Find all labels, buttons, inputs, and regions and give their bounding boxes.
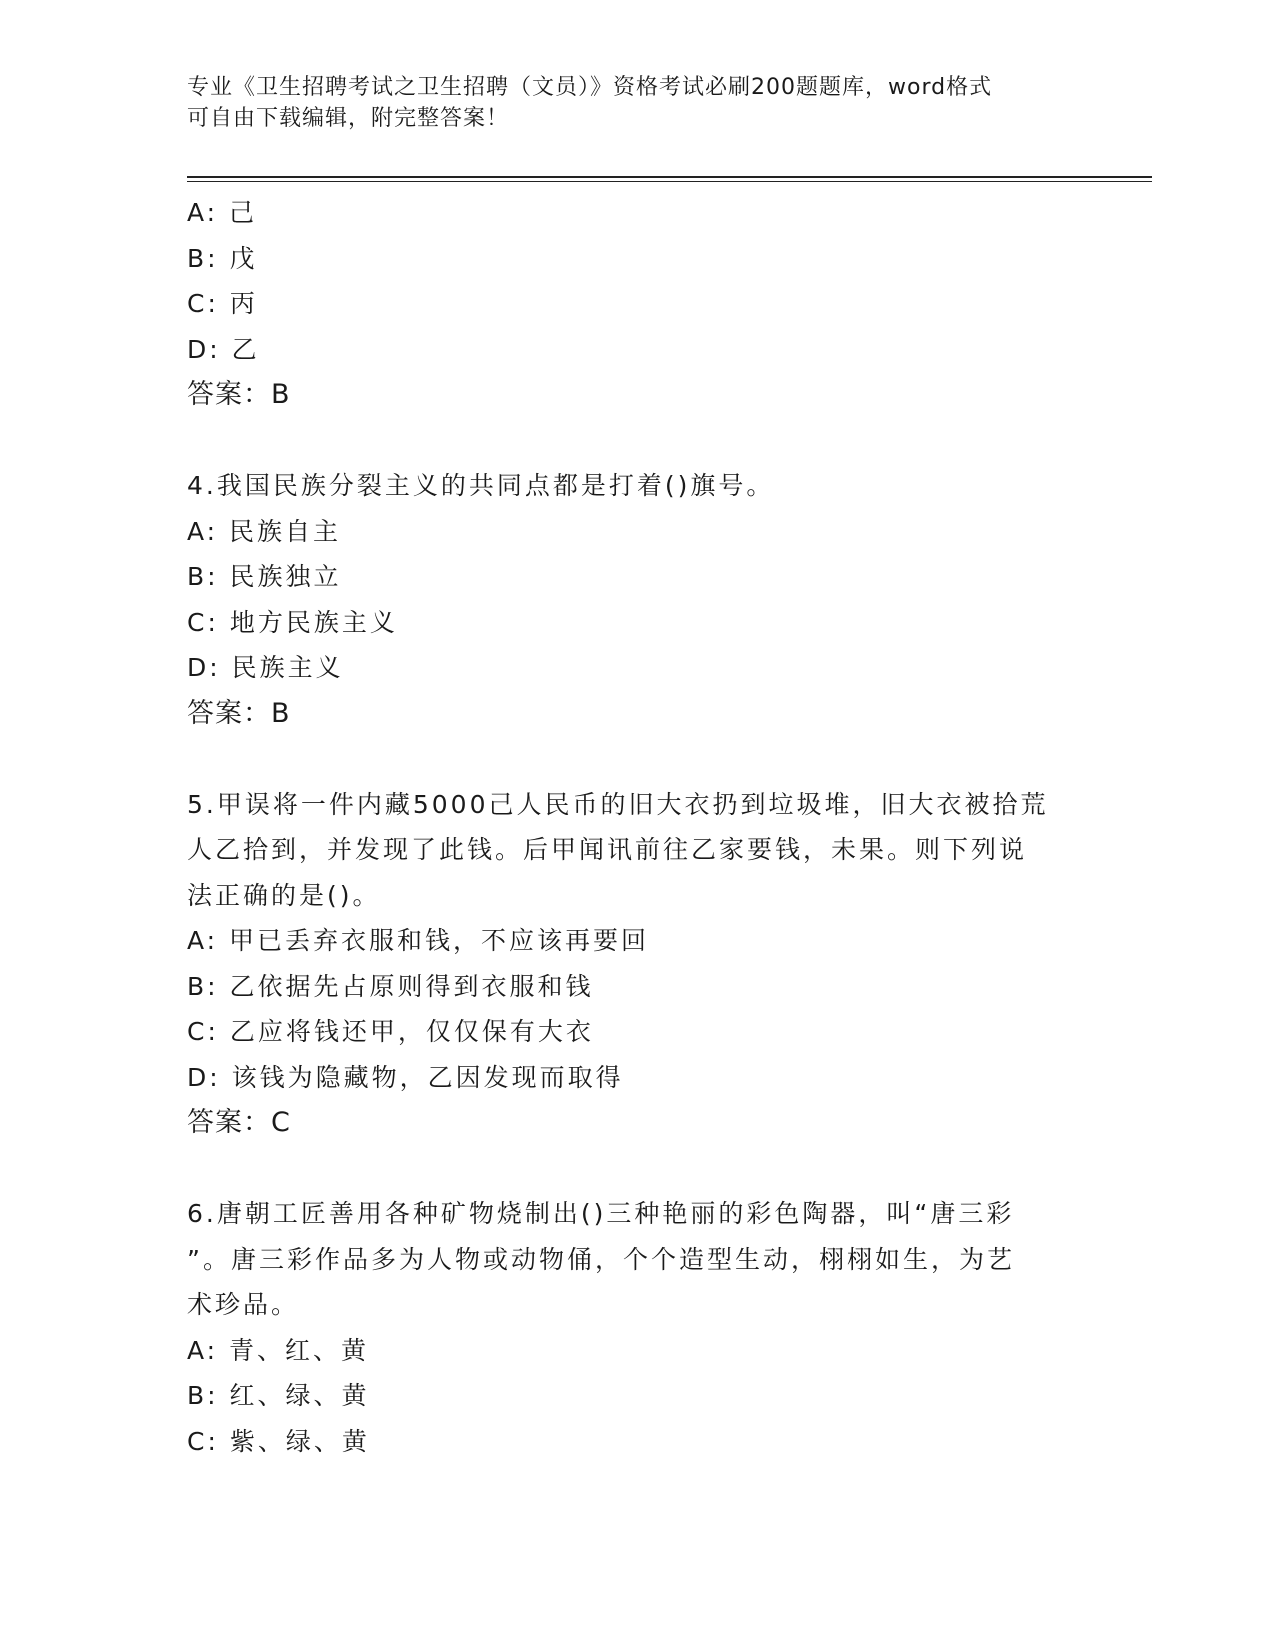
question-stem-line-3: 法正确的是()。 bbox=[187, 880, 381, 910]
option-b: B: 乙依据先占原则得到衣服和钱 bbox=[187, 971, 594, 1001]
option-a: A: 民族自主 bbox=[187, 516, 342, 546]
question-5 bbox=[187, 782, 1087, 1146]
option-a: A: 甲已丢弃衣服和钱，不应该再要回 bbox=[187, 926, 650, 955]
header-rule-thin bbox=[187, 181, 1152, 182]
option-b: B: 戊 bbox=[187, 243, 258, 273]
spacer bbox=[187, 736, 1087, 782]
question-stem-line-2: 人乙拾到，并发现了此钱。后甲闻讯前往乙家要钱，未果。则下列说 bbox=[187, 835, 1028, 864]
question-stem: 4.我国民族分裂主义的共同点都是打着()旗号。 bbox=[187, 471, 775, 500]
spacer bbox=[187, 418, 1087, 464]
question-list bbox=[187, 190, 1087, 1464]
option-c: C: 丙 bbox=[187, 289, 258, 318]
option-a: A: 青、红、黄 bbox=[187, 1335, 370, 1365]
spacer bbox=[187, 1146, 1087, 1192]
answer-line: 答案：B bbox=[187, 379, 291, 410]
question-stem-line-2: ”。唐三彩作品多为人物或动物俑，个个造型生动，栩栩如生，为艺 bbox=[187, 1244, 1015, 1274]
header-title-line-2: 可自由下载编辑，附完整答案！ bbox=[187, 106, 510, 131]
question-stem-line-1: 6.唐朝工匠善用各种矿物烧制出()三种艳丽的彩色陶器，叫“唐三彩 bbox=[187, 1199, 1015, 1228]
question-4 bbox=[187, 463, 1087, 736]
option-d: D: 乙 bbox=[187, 334, 260, 364]
option-c: C: 乙应将钱还甲，仅仅保有大衣 bbox=[187, 1017, 594, 1046]
document-header bbox=[187, 72, 1077, 134]
option-c: C: 地方民族主义 bbox=[187, 607, 398, 637]
question-6 bbox=[187, 1191, 1087, 1464]
header-rule-thick bbox=[187, 176, 1152, 178]
option-d: D: 民族主义 bbox=[187, 653, 344, 682]
question-stem-line-1: 5.甲误将一件内藏5000己人民币的旧大衣扔到垃圾堆，旧大衣被拾荒 bbox=[187, 789, 1049, 819]
answer-line: 答案：B bbox=[187, 697, 291, 729]
header-title-line-1: 专业《卫生招聘考试之卫生招聘（文员）》资格考试必刷200题题库，word格式 bbox=[187, 75, 993, 100]
option-d: D: 该钱为隐藏物，乙因发现而取得 bbox=[187, 1062, 624, 1092]
question-3 bbox=[187, 190, 1087, 418]
option-b: B: 民族独立 bbox=[187, 562, 342, 591]
option-b: B: 红、绿、黄 bbox=[187, 1381, 370, 1410]
option-c: C: 紫、绿、黄 bbox=[187, 1426, 370, 1456]
answer-line: 答案：C bbox=[187, 1107, 291, 1138]
question-stem-line-3: 术珍品。 bbox=[187, 1290, 300, 1319]
option-a: A: 己 bbox=[187, 198, 258, 227]
